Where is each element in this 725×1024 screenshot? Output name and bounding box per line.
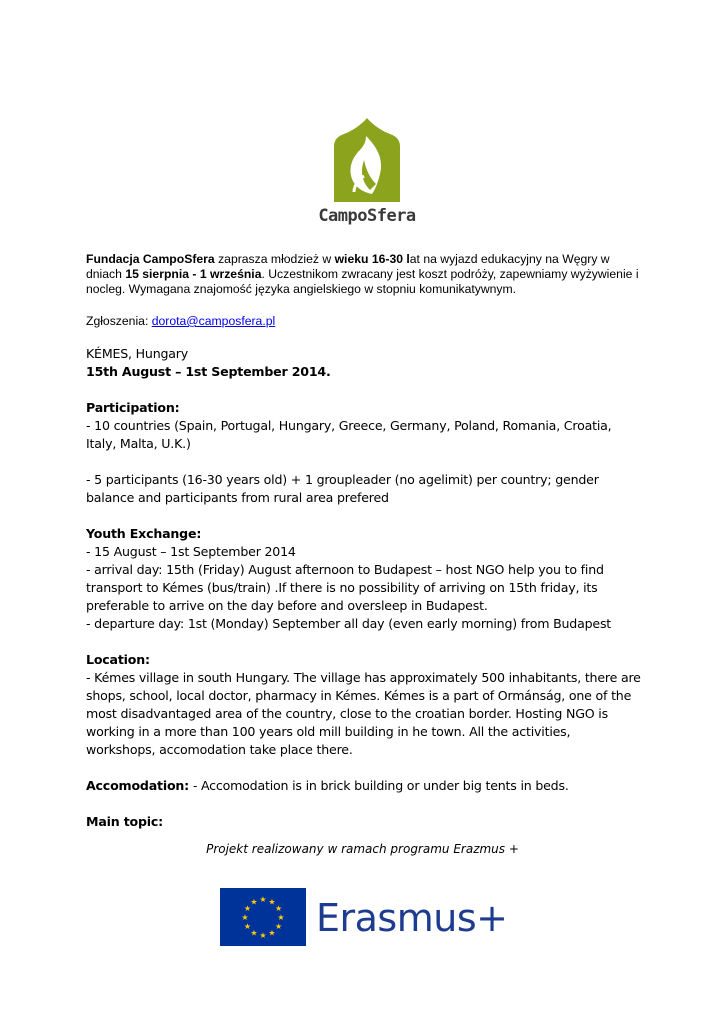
place: KÉMES, Hungary [86, 346, 189, 361]
svg-text:★: ★ [275, 922, 283, 931]
trip-dates: 15 sierpnia - 1 września [125, 267, 262, 281]
email-link[interactable]: dorota@camposfera.pl [151, 314, 276, 328]
intro-text-3: . Uczestnikom zwracany jest koszt podróży, zapewniamy wyżywienie i nocleg. Wymagana znajomość języka angielskiego w stopniu komunikatywnym. [86, 267, 639, 296]
accommodation-text: - Accomodation is in brick building or under big tents in beds. [189, 778, 569, 793]
svg-text:★: ★ [277, 913, 285, 922]
main-topic-heading: Main topic: [86, 814, 164, 829]
erasmus-plus-logo [220, 888, 520, 948]
svg-text:★: ★ [241, 913, 249, 922]
svg-text:★: ★ [259, 931, 267, 940]
exchange-departure: - departure day: 1st (Monday) September all day (even early morning) from Budapest [86, 616, 612, 631]
exchange-arrival: - arrival day: 15th (Friday) August afternoon to Budapest – host NGO help you to find transport to Kémes (bus/train) .If there is no possibility of arriving on 15th friday, its preferable to arrive on the day before and oversleep in Budapest. [86, 562, 604, 613]
location-heading: Location: [86, 652, 150, 667]
svg-text:★: ★ [250, 897, 258, 907]
erasmus-wordmark: Erasmus+ [316, 896, 508, 940]
logo-wordmark: CampoSfera [318, 206, 416, 226]
svg-text:★: ★ [268, 928, 276, 938]
apply-label: Zgłoszenia: [86, 314, 152, 328]
camposfera-house-leaf-icon [324, 116, 410, 204]
programme-footnote: Projekt realizowany w ramach programu Erazmus + [206, 842, 519, 856]
intro-paragraph [86, 252, 646, 297]
period: 15th August – 1st September 2014. [86, 364, 331, 379]
svg-text:★: ★ [268, 897, 276, 907]
document-body [86, 345, 641, 831]
accommodation-heading: Accomodation: [86, 778, 190, 793]
exchange-dates: - 15 August – 1st September 2014 [86, 544, 296, 559]
participation-countries: - 10 countries (Spain, Portugal, Hungary, Greece, Germany, Poland, Romania, Croatia, Italy, Malta, U.K.) [86, 418, 612, 451]
svg-text:★: ★ [243, 904, 251, 913]
svg-text:★: ★ [250, 928, 258, 938]
svg-text:★: ★ [275, 904, 283, 913]
intro-text-2: at na wyjazd edukacyjny na Węgry w dniach [86, 252, 610, 281]
org-name: Fundacja CampoSfera [86, 252, 215, 266]
participation-heading: Participation: [86, 400, 180, 415]
location-text: - Kémes village in south Hungary. The village has approximately 500 inhabitants, there are shops, school, local doctor, pharmacy in Kémes. Kémes is a part of Ormánság, one of the most disadvantaged area of the country, close to the croatian border. Hosting NGO is working in a more than 100 years old mill building in he town. All the activities, workshops, accomodation take place there. [86, 670, 641, 757]
camposfera-logo [312, 116, 422, 234]
svg-text:★: ★ [243, 922, 251, 931]
age-range: wieku 16-30 l [334, 252, 410, 266]
intro-text-1: zaprasza młodzież w [214, 252, 335, 266]
svg-text:★: ★ [259, 895, 267, 904]
participation-participants: - 5 participants (16-30 years old) + 1 groupleader (no agelimit) per country; gender balance and participants from rural area prefered [86, 472, 599, 505]
eu-flag-icon [220, 888, 306, 946]
application-line [86, 314, 275, 328]
exchange-heading: Youth Exchange: [86, 526, 202, 541]
